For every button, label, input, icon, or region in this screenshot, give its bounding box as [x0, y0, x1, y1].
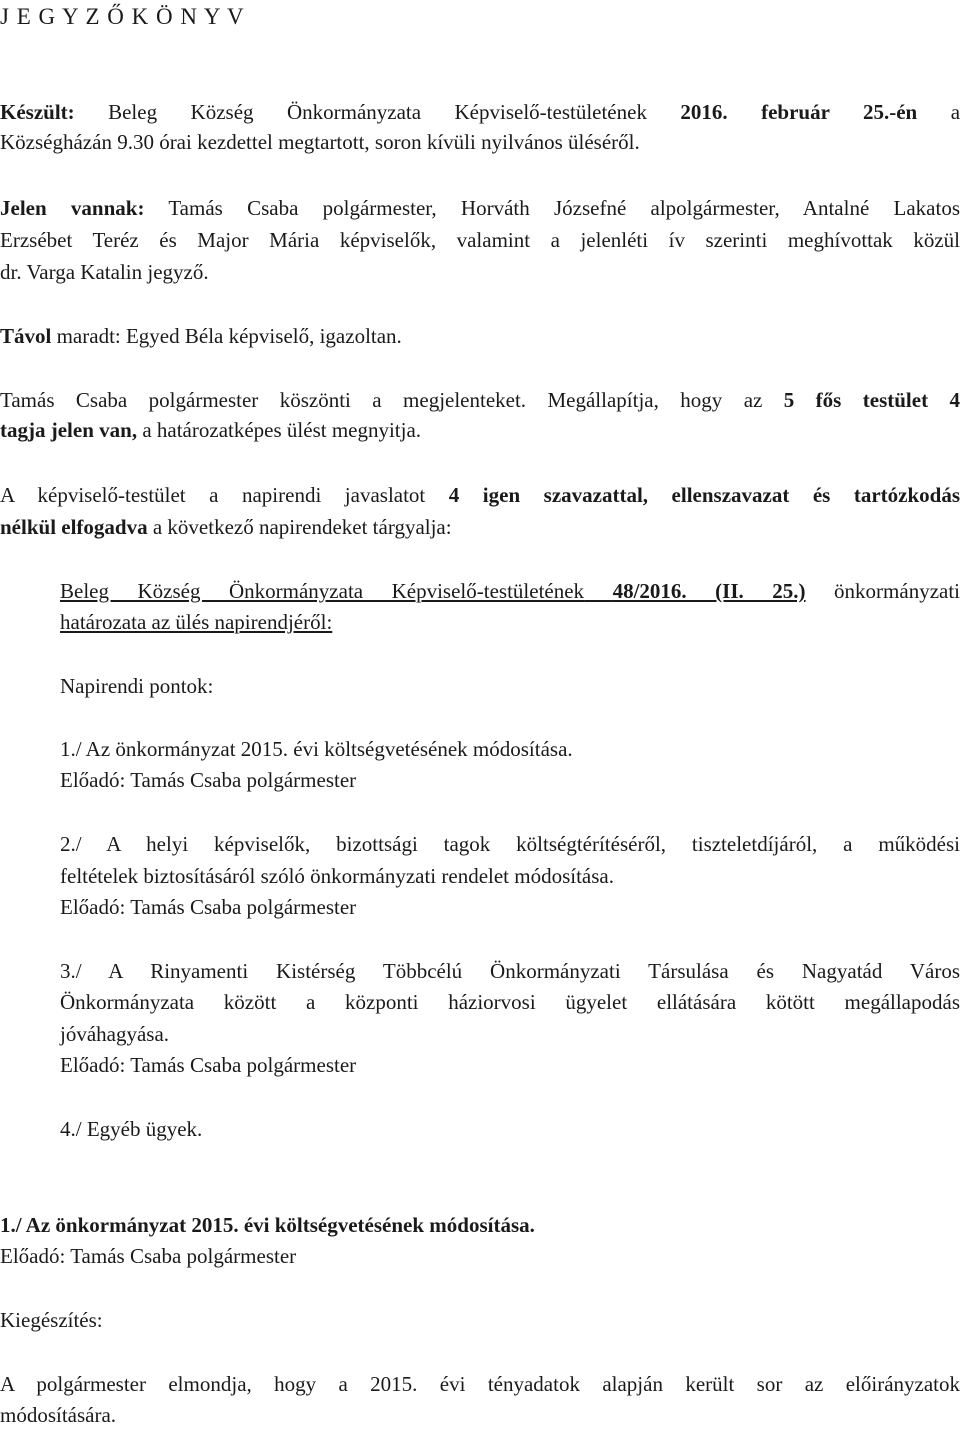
meeting-date: 2016. február 25.-én — [680, 100, 918, 124]
resolution-text-2: határozata az ülés napirendjéről: — [60, 610, 333, 634]
present-line-2: Erzsébet Teréz és Major Mária képviselők, valamint a jelenléti ív szerinti meghívottak közül — [0, 228, 960, 252]
vote-text: A képviselő-testület a napirendi javaslatot — [0, 483, 426, 507]
vote-bold-1: 4 igen szavazattal, ellenszavazat és tartózkodás — [448, 483, 960, 507]
document-title: J E G Y Z Ő K Ö N Y V — [0, 4, 245, 29]
greeting-text: Tamás Csaba polgármester köszönti a megjelenteket. Megállapítja, hogy az — [0, 388, 763, 412]
resolution-text: Beleg Község Önkormányzata Képviselő-testületének — [60, 579, 585, 603]
vote-line-2 — [0, 512, 960, 542]
agenda-item-1-presenter: Előadó: Tamás Csaba polgármester — [60, 768, 357, 792]
greeting-bold-2: tagja jelen van, — [0, 418, 138, 442]
intro-line-1 — [0, 97, 960, 127]
vote-bold-2: nélkül elfogadva — [0, 515, 148, 539]
resolution-text-end: önkormányzati — [834, 579, 960, 603]
intro-text-end: a — [950, 100, 960, 124]
absent-text: maradt: Egyed Béla képviselő, igazoltan. — [56, 324, 402, 348]
vote-text-2: a következő napirendeket tárgyalja: — [152, 515, 452, 539]
present-line-1 — [0, 193, 960, 223]
present-line-3: dr. Varga Katalin jegyző. — [0, 260, 209, 284]
section-1-text-line-1: A polgármester elmondja, hogy a 2015. évi tényadatok alapján került sor az előirányzatok — [0, 1372, 960, 1396]
intro-label: Készült: — [0, 100, 75, 124]
present-label: Jelen vannak: — [0, 196, 145, 220]
absent-line — [0, 321, 960, 351]
resolution-number: 48/2016. (II. 25.) — [612, 579, 806, 603]
present-text: Tamás Csaba polgármester, Horváth Józsefné alpolgármester, Antalné Lakatos — [168, 196, 960, 220]
agenda-item-3-line-3: jóváhagyása. — [60, 1022, 170, 1046]
greeting-line-1 — [0, 385, 960, 415]
greeting-text-2: a határozatképes ülést megnyitja. — [142, 418, 422, 442]
vote-line-1 — [0, 480, 960, 510]
agenda-item-3-line-1: 3./ A Rinyamenti Kistérség Többcélú Önkormányzati Társulása és Nagyatád Város — [60, 959, 960, 983]
agenda-item-3-line-2: Önkormányzata között a központi háziorvosi ügyelet ellátására kötött megállapodás — [60, 990, 960, 1014]
agenda-item-2-line-2: feltételek biztosításáról szóló önkormányzati rendelet módosítása. — [60, 864, 614, 888]
agenda-item-1: 1./ Az önkormányzat 2015. évi költségvetésének módosítása. — [60, 737, 573, 761]
intro-text: Beleg Község Önkormányzata Képviselő-testületének — [108, 100, 647, 124]
agenda-item-2-presenter: Előadó: Tamás Csaba polgármester — [60, 895, 357, 919]
resolution-line-1 — [60, 576, 960, 606]
greeting-line-2 — [0, 415, 960, 445]
intro-line-2: Községházán 9.30 órai kezdettel megtartott, soron kívüli nyilvános üléséről. — [0, 130, 640, 154]
agenda-item-2-line-1: 2./ A helyi képviselők, bizottsági tagok költségtérítéséről, tiszteletdíjáról, a működési — [60, 832, 960, 856]
section-1-heading — [0, 1210, 960, 1240]
supplement-label: Kiegészítés: — [0, 1308, 103, 1332]
resolution-line-2 — [60, 607, 960, 637]
agenda-item-3-presenter: Előadó: Tamás Csaba polgármester — [60, 1053, 357, 1077]
section-1-text-line-2: módosítására. — [0, 1403, 117, 1427]
agenda-heading: Napirendi pontok: — [60, 674, 214, 698]
greeting-bold-1: 5 fős testület 4 — [783, 388, 960, 412]
section-1-presenter: Előadó: Tamás Csaba polgármester — [0, 1244, 297, 1268]
section-1-title: 1./ Az önkormányzat 2015. évi költségvetésének módosítása. — [0, 1213, 535, 1237]
agenda-item-4: 4./ Egyéb ügyek. — [60, 1117, 203, 1141]
absent-label: Távol — [0, 324, 52, 348]
